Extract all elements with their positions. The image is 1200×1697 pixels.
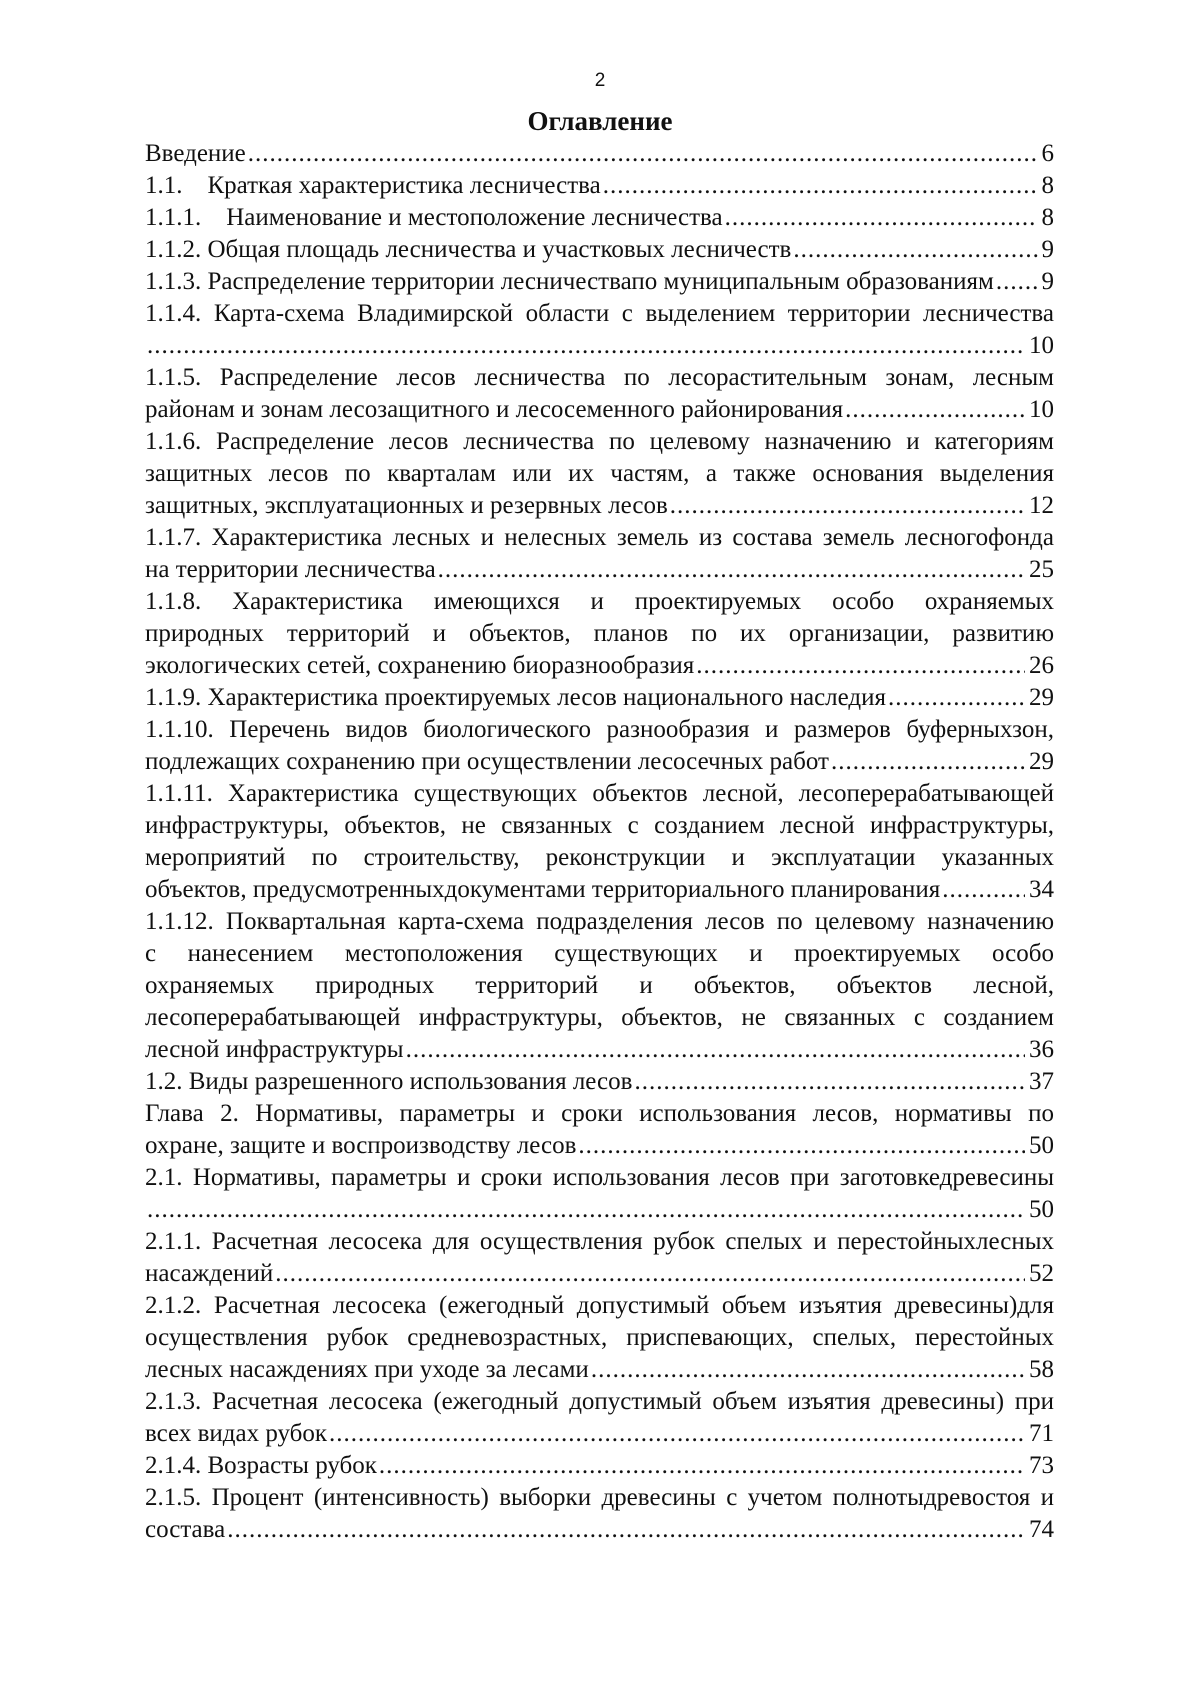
toc-entry-line: природных территорий и объектов, планов по их организации, развитию [145, 620, 1054, 647]
dot-leader [603, 170, 1038, 202]
toc-entry-leader-line [145, 746, 1054, 778]
toc-entry-leader-line [145, 170, 1054, 202]
toc-entry-leader-line [145, 554, 1054, 586]
toc-entry-leader-line [145, 1066, 1054, 1098]
toc-entry-leader-line [145, 1418, 1054, 1450]
toc-page-number: 9 [1041, 268, 1054, 295]
toc-page-number: 50 [1029, 1196, 1054, 1223]
dot-leader [147, 330, 1025, 362]
toc-entry[interactable] [145, 1290, 1054, 1386]
toc-entry-title: лесных насаждениях при уходе за лесами [145, 1356, 589, 1383]
toc-entry-title: насаждений [145, 1260, 274, 1287]
toc-entry[interactable] [145, 1162, 1054, 1226]
toc-entry[interactable] [145, 1482, 1054, 1546]
toc-entry[interactable] [145, 1226, 1054, 1290]
dot-leader [888, 682, 1025, 714]
toc-entry-leader-line [145, 682, 1054, 714]
toc-page-number: 10 [1029, 332, 1054, 359]
toc-entry-title: Введение [145, 140, 246, 167]
toc-entry[interactable] [145, 234, 1054, 266]
toc-entry[interactable] [145, 714, 1054, 778]
dot-leader [591, 1354, 1025, 1386]
dot-leader [793, 234, 1037, 266]
toc-page-number: 8 [1041, 172, 1054, 199]
dot-leader [942, 874, 1025, 906]
dot-leader [147, 1194, 1025, 1226]
toc-entry[interactable] [145, 522, 1054, 586]
toc-entry-line: 2.1.2. Расчетная лесосека (ежегодный допустимый объем изъятия древесины)для [145, 1292, 1054, 1319]
toc-entry-title: на территории лесничества [145, 556, 436, 583]
toc-page-number: 50 [1029, 1132, 1054, 1159]
toc-entry-title: 1.1. Краткая характеристика лесничества [145, 172, 601, 199]
toc-entry-title: защитных, эксплуатационных и резервных лесов [145, 492, 668, 519]
toc-entry-line: лесоперерабатывающей инфраструктуры, объектов, не связанных с созданием [145, 1004, 1054, 1031]
dot-leader [634, 1066, 1025, 1098]
toc-entry-leader-line [145, 490, 1054, 522]
toc-page-number: 29 [1029, 748, 1054, 775]
toc-entry[interactable] [145, 682, 1054, 714]
toc-entry-title: 1.1.3. Распределение территории лесничествапо муниципальным образованиям [145, 268, 994, 295]
toc-entry-title: экологических сетей, сохранению биоразнообразия [145, 652, 695, 679]
dot-leader [329, 1418, 1025, 1450]
dot-leader [831, 746, 1025, 778]
toc-entry[interactable] [145, 362, 1054, 426]
toc-entry-title: 1.1.2. Общая площадь лесничества и участковых лесничеств [145, 236, 792, 263]
toc-entry-line: инфраструктуры, объектов, не связанных с созданием лесной инфраструктуры, [145, 812, 1054, 839]
toc-page-number: 6 [1041, 140, 1054, 167]
toc-entry-leader-line [145, 234, 1054, 266]
toc-page-number: 10 [1029, 396, 1054, 423]
toc-entry-leader-line [145, 1450, 1054, 1482]
toc-title: Оглавление [527, 106, 673, 136]
toc-entry-leader-line [145, 1354, 1054, 1386]
toc-entry-title: охране, защите и воспроизводству лесов [145, 1132, 577, 1159]
dot-leader [696, 650, 1025, 682]
toc-entry-leader-line [145, 202, 1054, 234]
toc-page-number: 25 [1029, 556, 1054, 583]
page-number: 2 [594, 70, 606, 91]
toc-page-number: 37 [1029, 1068, 1054, 1095]
dot-leader [578, 1130, 1025, 1162]
toc-entry-leader-line [145, 1194, 1054, 1226]
toc-entry-line: 1.1.7. Характеристика лесных и нелесных земель из состава земель лесногофонда [145, 524, 1054, 551]
toc-entry-leader-line [145, 1258, 1054, 1290]
toc-entry-title: 1.2. Виды разрешенного использования лесов [145, 1068, 633, 1095]
toc-entry[interactable] [145, 1450, 1054, 1482]
toc-entry[interactable] [145, 426, 1054, 522]
toc-entry-line: мероприятий по строительству, реконструкции и эксплуатации указанных [145, 844, 1054, 871]
toc-entry[interactable] [145, 266, 1054, 298]
toc-entry[interactable] [145, 298, 1054, 362]
toc-entry[interactable] [145, 778, 1054, 906]
toc-entry-line: 1.1.5. Распределение лесов лесничества по лесорастительным зонам, лесным [145, 364, 1054, 391]
toc-entry-leader-line [145, 138, 1054, 170]
toc-entry-leader-line [145, 650, 1054, 682]
table-of-contents [145, 138, 1054, 1546]
toc-entry-leader-line [145, 266, 1054, 298]
toc-entry-line: 1.1.10. Перечень видов биологического разнообразия и размеров буферныхзон, [145, 716, 1054, 743]
toc-entry-line: охраняемых природных территорий и объектов, объектов лесной, [145, 972, 1054, 999]
toc-page-number: 74 [1029, 1516, 1054, 1543]
toc-entry[interactable] [145, 906, 1054, 1066]
toc-entry[interactable] [145, 202, 1054, 234]
dot-leader [725, 202, 1038, 234]
toc-entry-leader-line [145, 874, 1054, 906]
toc-entry-line: 1.1.11. Характеристика существующих объектов лесной, лесоперерабатывающей [145, 780, 1054, 807]
toc-entry-title: 1.1.1. Наименование и местоположение лесничества [145, 204, 723, 231]
toc-page-number: 71 [1029, 1420, 1054, 1447]
dot-leader [406, 1034, 1025, 1066]
toc-entry-line: 2.1.3. Расчетная лесосека (ежегодный допустимый объем изъятия древесины) при [145, 1388, 1054, 1415]
toc-page-number: 9 [1041, 236, 1054, 263]
toc-page-number: 29 [1029, 684, 1054, 711]
dot-leader [438, 554, 1025, 586]
toc-entry-title: 1.1.9. Характеристика проектируемых лесов национального наследия [145, 684, 887, 711]
dot-leader [275, 1258, 1025, 1290]
toc-entry-leader-line [145, 394, 1054, 426]
dot-leader [670, 490, 1025, 522]
toc-entry-line: 2.1.5. Процент (интенсивность) выборки древесины с учетом полнотыдревостоя и [145, 1484, 1054, 1511]
toc-page-number: 52 [1029, 1260, 1054, 1287]
toc-entry-line: 2.1.1. Расчетная лесосека для осуществления рубок спелых и перестойныхлесных [145, 1228, 1054, 1255]
toc-entry-line: 1.1.4. Карта-схема Владимирской области с выделением территории лесничества [145, 300, 1054, 327]
toc-entry-title: всех видах рубок [145, 1420, 328, 1447]
toc-entry-line: 1.1.12. Поквартальная карта-схема подразделения лесов по целевому назначению [145, 908, 1054, 935]
toc-entry-title: районам и зонам лесозащитного и лесосеменного районирования [145, 396, 844, 423]
toc-entry-line: Глава 2. Нормативы, параметры и сроки использования лесов, нормативы по [145, 1100, 1054, 1127]
toc-entry-leader-line [145, 1514, 1054, 1546]
toc-entry-title: объектов, предусмотренныхдокументами территориального планирования [145, 876, 941, 903]
toc-page-number: 8 [1041, 204, 1054, 231]
toc-page-number: 34 [1029, 876, 1054, 903]
toc-page-number: 58 [1029, 1356, 1054, 1383]
toc-page-number: 12 [1029, 492, 1054, 519]
toc-entry-line: 1.1.8. Характеристика имеющихся и проектируемых особо охраняемых [145, 588, 1054, 615]
toc-entry-line: осуществления рубок средневозрастных, приспевающих, спелых, перестойных [145, 1324, 1054, 1351]
toc-entry-title: состава [145, 1516, 226, 1543]
toc-entry-line: 2.1. Нормативы, параметры и сроки использования лесов при заготовкедревесины [145, 1164, 1054, 1191]
toc-entry[interactable] [145, 138, 1054, 170]
toc-entry-leader-line [145, 1034, 1054, 1066]
toc-page-number: 36 [1029, 1036, 1054, 1063]
toc-entry[interactable] [145, 1386, 1054, 1450]
toc-entry[interactable] [145, 170, 1054, 202]
dot-leader [996, 266, 1038, 298]
toc-entry[interactable] [145, 1098, 1054, 1162]
toc-entry-line: защитных лесов по кварталам или их частям, а также основания выделения [145, 460, 1054, 487]
toc-page-number: 26 [1029, 652, 1054, 679]
toc-entry[interactable] [145, 586, 1054, 682]
dot-leader [227, 1514, 1025, 1546]
toc-entry-line: 1.1.6. Распределение лесов лесничества по целевому назначению и категориям [145, 428, 1054, 455]
toc-entry-line: с нанесением местоположения существующих и проектируемых особо [145, 940, 1054, 967]
dot-leader [248, 138, 1038, 170]
toc-entry[interactable] [145, 1066, 1054, 1098]
dot-leader [379, 1450, 1025, 1482]
toc-entry-title: 2.1.4. Возрасты рубок [145, 1452, 377, 1479]
toc-entry-title: лесной инфраструктуры [145, 1036, 404, 1063]
toc-entry-leader-line [145, 330, 1054, 362]
dot-leader [845, 394, 1025, 426]
toc-page-number: 73 [1029, 1452, 1054, 1479]
toc-entry-title: подлежащих сохранению при осуществлении лесосечных работ [145, 748, 829, 775]
toc-entry-leader-line [145, 1130, 1054, 1162]
